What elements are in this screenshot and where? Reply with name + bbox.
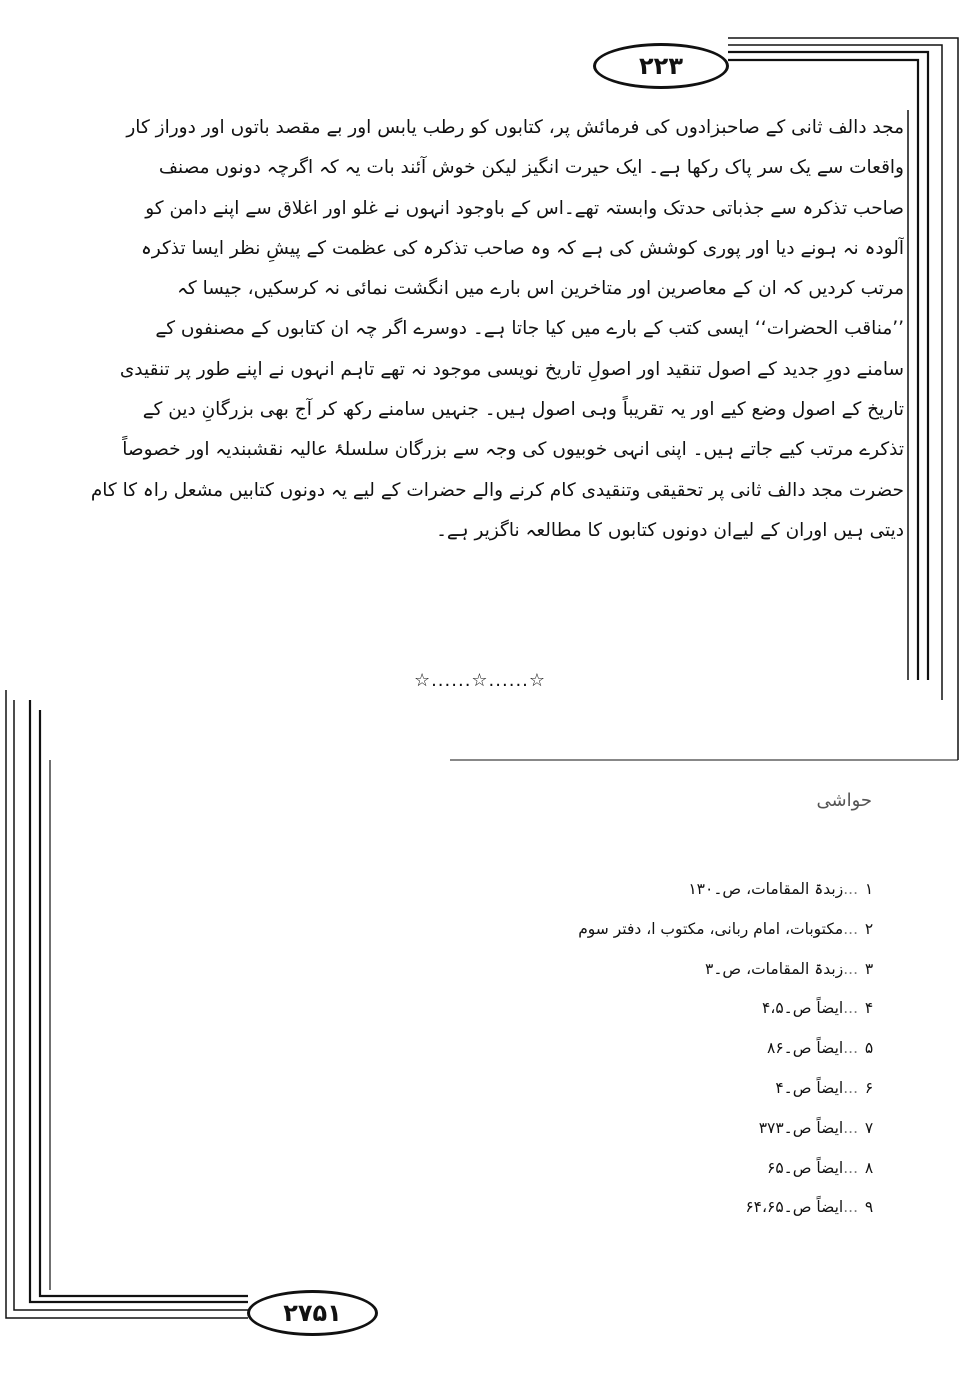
- section-separator: ☆......☆......☆: [413, 670, 547, 691]
- footnote-text: زبدۃ المقامات، ص۔۱۳۰: [688, 880, 844, 898]
- paragraph-line: آلودہ نہ ہونے دیا اور پوری کوشش کی ہے کہ وہ صاحب تذکرہ کی عظمت کے پیشِ نظر ایسا تذکرہ: [140, 237, 904, 259]
- footnote-text: ایضاً ص۔۶۴،۶۵: [745, 1198, 844, 1217]
- footnote-number: ۴: [864, 999, 874, 1018]
- footnote-number: ۶: [864, 1078, 874, 1097]
- footnote-number: ۹: [864, 1198, 874, 1217]
- footnote-number: ۵: [864, 1039, 874, 1058]
- page-number-top-text: ۲۲۳: [639, 52, 683, 80]
- footnote-text: ایضاً ص۔۳۷۳: [758, 1118, 844, 1137]
- footnote-item: ۹...ایضاً ص۔۶۴،۶۵: [480, 1188, 880, 1228]
- footnote-item: ۵...ایضاً ص۔۸۶: [480, 1029, 880, 1069]
- footnote-text: مکتوبات، امام ربانی، مکتوب ا، دفتر سوم: [578, 919, 844, 938]
- page-number-bottom-text: ۲۷۵۱: [283, 1299, 342, 1327]
- footnote-item: ۸...ایضاً ص۔۶۵: [480, 1149, 880, 1189]
- footnote-number: ٢: [864, 919, 874, 938]
- footnote-number: ۸: [864, 1158, 874, 1177]
- paragraph-line: تاریخ کے اصول وضع کیے اور یہ تقریباً وہی اصول ہیں۔ جنہیں سامنے رکھ کر آج بھی بزرگانِ دین کے: [142, 399, 904, 421]
- footnote-text: ایضاً ص۔۸۶: [767, 1039, 844, 1058]
- footnotes-heading: حواشی: [816, 790, 872, 811]
- footnote-text: زبدۃ المقامات، ص۔۳: [705, 959, 844, 978]
- footnotes-list: [480, 870, 880, 1228]
- paragraph-line: دیتی ہیں اوران کے لیےان دونوں کتابوں کا مطالعہ ناگزیر ہے۔: [436, 519, 904, 541]
- footnote-number: ٣: [864, 959, 874, 978]
- paragraph-line: واقعات سے یک سر پاک رکھا ہے۔ ایک حیرت انگیز لیکن خوش آئند بات یہ کہ اگرچہ دونوں مصنف: [158, 157, 904, 179]
- footnote-text: ایضاً ص۔۴،۵: [762, 999, 844, 1018]
- footnote-text: ایضاً ص۔۶۵: [767, 1158, 844, 1177]
- footnote-number: ١: [864, 880, 874, 898]
- paragraph-line: صاحب تذکرہ سے جذباتی حدتک وابستہ تھے۔اس کے باوجود انہوں نے غلو اور اغلاق سے اپنے دامن کو: [145, 197, 904, 219]
- paragraph-line: ’’مناقب الحضرات‘‘ ایسی کتب کے بارے میں کیا جاتا ہے۔ دوسرے اگر چہ ان کتابوں کے مصنفوں کے: [155, 318, 904, 340]
- page-number-top: [593, 43, 729, 89]
- paragraph-line: مجد دالف ثانی کے صاحبزادوں کی فرمائش پر، کتابوں کو رطب یابس اور بے مقصد باتوں اور دوراز کار: [126, 117, 904, 138]
- footnote-item: ١...زبدۃ المقامات، ص۔۱۳۰: [480, 870, 880, 910]
- footnote-item: ٣...زبدۃ المقامات، ص۔۳: [480, 950, 880, 990]
- paragraph-line: تذکرے مرتب کیے جاتے ہیں۔ اپنی انہی خوبیوں کی وجہ سے بزرگان سلسلۂ عالیہ نقشبندیہ اور خصوصاً: [122, 439, 904, 461]
- footnote-item: ٢...مکتوبات، امام ربانی، مکتوب ا، دفتر سوم: [480, 910, 880, 950]
- footnote-item: ۶...ایضاً ص۔۴: [480, 1069, 880, 1109]
- footnote-number: ۷: [864, 1118, 874, 1137]
- footnote-text: ایضاً ص۔۴: [775, 1078, 844, 1097]
- paragraph-line: سامنے دورِ جدید کے اصول تنقید اور اصولِ تاریخ نویسی موجود نہ تھے تاہم انہوں نے اپنے طور پر تنقیدی: [119, 358, 904, 380]
- paragraph-line: حضرت مجد دالف ثانی پر تحقیقی وتنقیدی کام کرنے والے حضرات کے لیے یہ دونوں کتابیں مشعل راہ کا کام: [90, 479, 904, 501]
- page-number-bottom: [247, 1290, 378, 1336]
- footnote-item: ۴...ایضاً ص۔۴،۵: [480, 989, 880, 1029]
- main-paragraph: [82, 108, 904, 551]
- paragraph-line: مرتب کردیں کہ ان کے معاصرین اور متاخرین اس بارے میں انگشت نمائی نہ کرسکیں، جیسا کہ: [177, 278, 904, 300]
- footnote-item: ۷...ایضاً ص۔۳۷۳: [480, 1109, 880, 1149]
